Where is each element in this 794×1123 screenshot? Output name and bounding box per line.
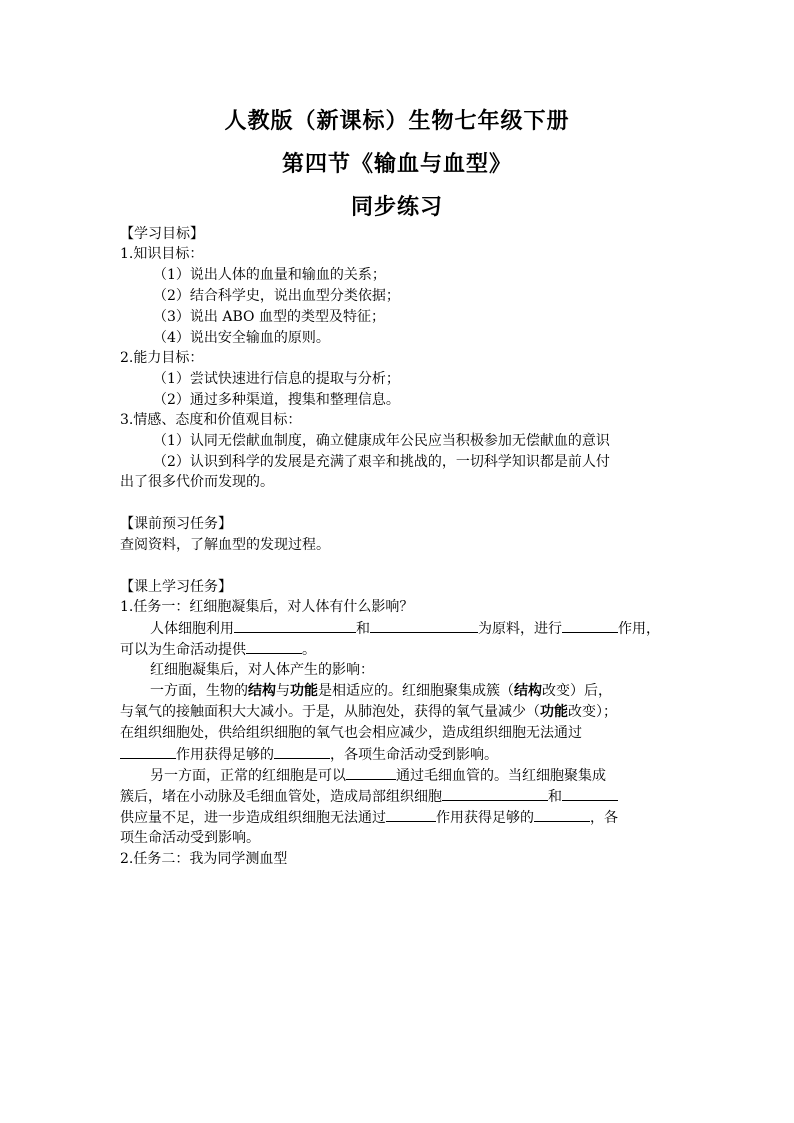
emotion-goal-item: （2）认识到科学的发展是充满了艰辛和挑战的，一切科学知识都是前人付 (153, 454, 610, 470)
section-title: 第四节《输血与血型》 (281, 151, 512, 177)
task1-line: 一方面，生物的结构与功能是相适应的。红细胞聚集成簇（结构改变）后， (150, 683, 612, 699)
answer-blank (562, 786, 618, 801)
exercise-title: 同步练习 (350, 194, 443, 220)
task1-line: 与氧气的接触面积大大减小。于是，从肺泡处，获得的氧气量减少（功能改变）； (120, 704, 617, 720)
task1-line: 项生命活动受到影响。 (120, 830, 260, 846)
knowledge-goal-item: （1）说出人体的血量和输血的关系； (153, 267, 386, 283)
task1-line: 另一方面，正常的红细胞是可以 通过毛细血管的。当红细胞聚集成 (150, 765, 606, 786)
answer-blank (246, 639, 302, 654)
task1-line: 供应量不足，进一步造成组织细胞无法通过 作用获得足够的 ，各 (120, 807, 618, 828)
emotion-goal-item: 出了很多代价而发现的。 (120, 474, 274, 490)
answer-blank (442, 786, 548, 801)
ability-goal-item: （1）尝试快速进行信息的提取与分析； (153, 371, 400, 387)
answer-blank (562, 618, 618, 633)
answer-blank (534, 807, 590, 822)
class-tasks-heading: 【课上学习任务】 (120, 579, 232, 595)
task1-line: 红细胞凝集后，对人体产生的影响： (150, 662, 374, 678)
ability-goal-item: （2）通过多种渠道，搜集和整理信息。 (153, 392, 400, 408)
document-title: 人教版（新课标）生物七年级下册 (224, 108, 570, 134)
task1-line: 人体细胞利用 和 为原料，进行 作用， (150, 618, 660, 639)
answer-blank (120, 744, 176, 759)
knowledge-goal-item: （2）结合科学史，说出血型分类依据； (153, 288, 400, 304)
answer-blank (346, 765, 396, 780)
preview-heading: 【课前预习任务】 (120, 516, 232, 532)
task2-title: 2.任务二：我为同学测血型 (120, 851, 288, 867)
task1-line: 作用获得足够的 ，各项生命活动受到影响。 (120, 744, 498, 765)
knowledge-goal-label: 1.知识目标： (120, 246, 204, 262)
answer-blank (370, 618, 478, 633)
knowledge-goal-item: （4）说出安全输血的原则。 (153, 330, 330, 346)
knowledge-goal-item: （3）说出 ABO 血型的类型及特征； (153, 309, 385, 325)
answer-blank (274, 744, 330, 759)
task1-line: 簇后，堵在小动脉及毛细血管处，造成局部组织细胞 和 (120, 786, 618, 807)
task1-line: 在组织细胞处，供给组织细胞的氧气也会相应减少，造成组织细胞无法通过 (120, 725, 582, 741)
goals-heading: 【学习目标】 (120, 226, 204, 242)
answer-blank (386, 807, 436, 822)
task1-line: 可以为生命活动提供 。 (120, 639, 316, 660)
task1-title: 1.任务一：红细胞凝集后，对人体有什么影响？ (120, 599, 414, 615)
emotion-goal-label: 3.情感、态度和价值观目标： (120, 412, 302, 428)
preview-text: 查阅资料，了解血型的发现过程。 (120, 537, 330, 553)
answer-blank (234, 618, 356, 633)
ability-goal-label: 2.能力目标： (120, 350, 204, 366)
emotion-goal-item: （1）认同无偿献血制度，确立健康成年公民应当积极参加无偿献血的意识 (153, 433, 610, 449)
